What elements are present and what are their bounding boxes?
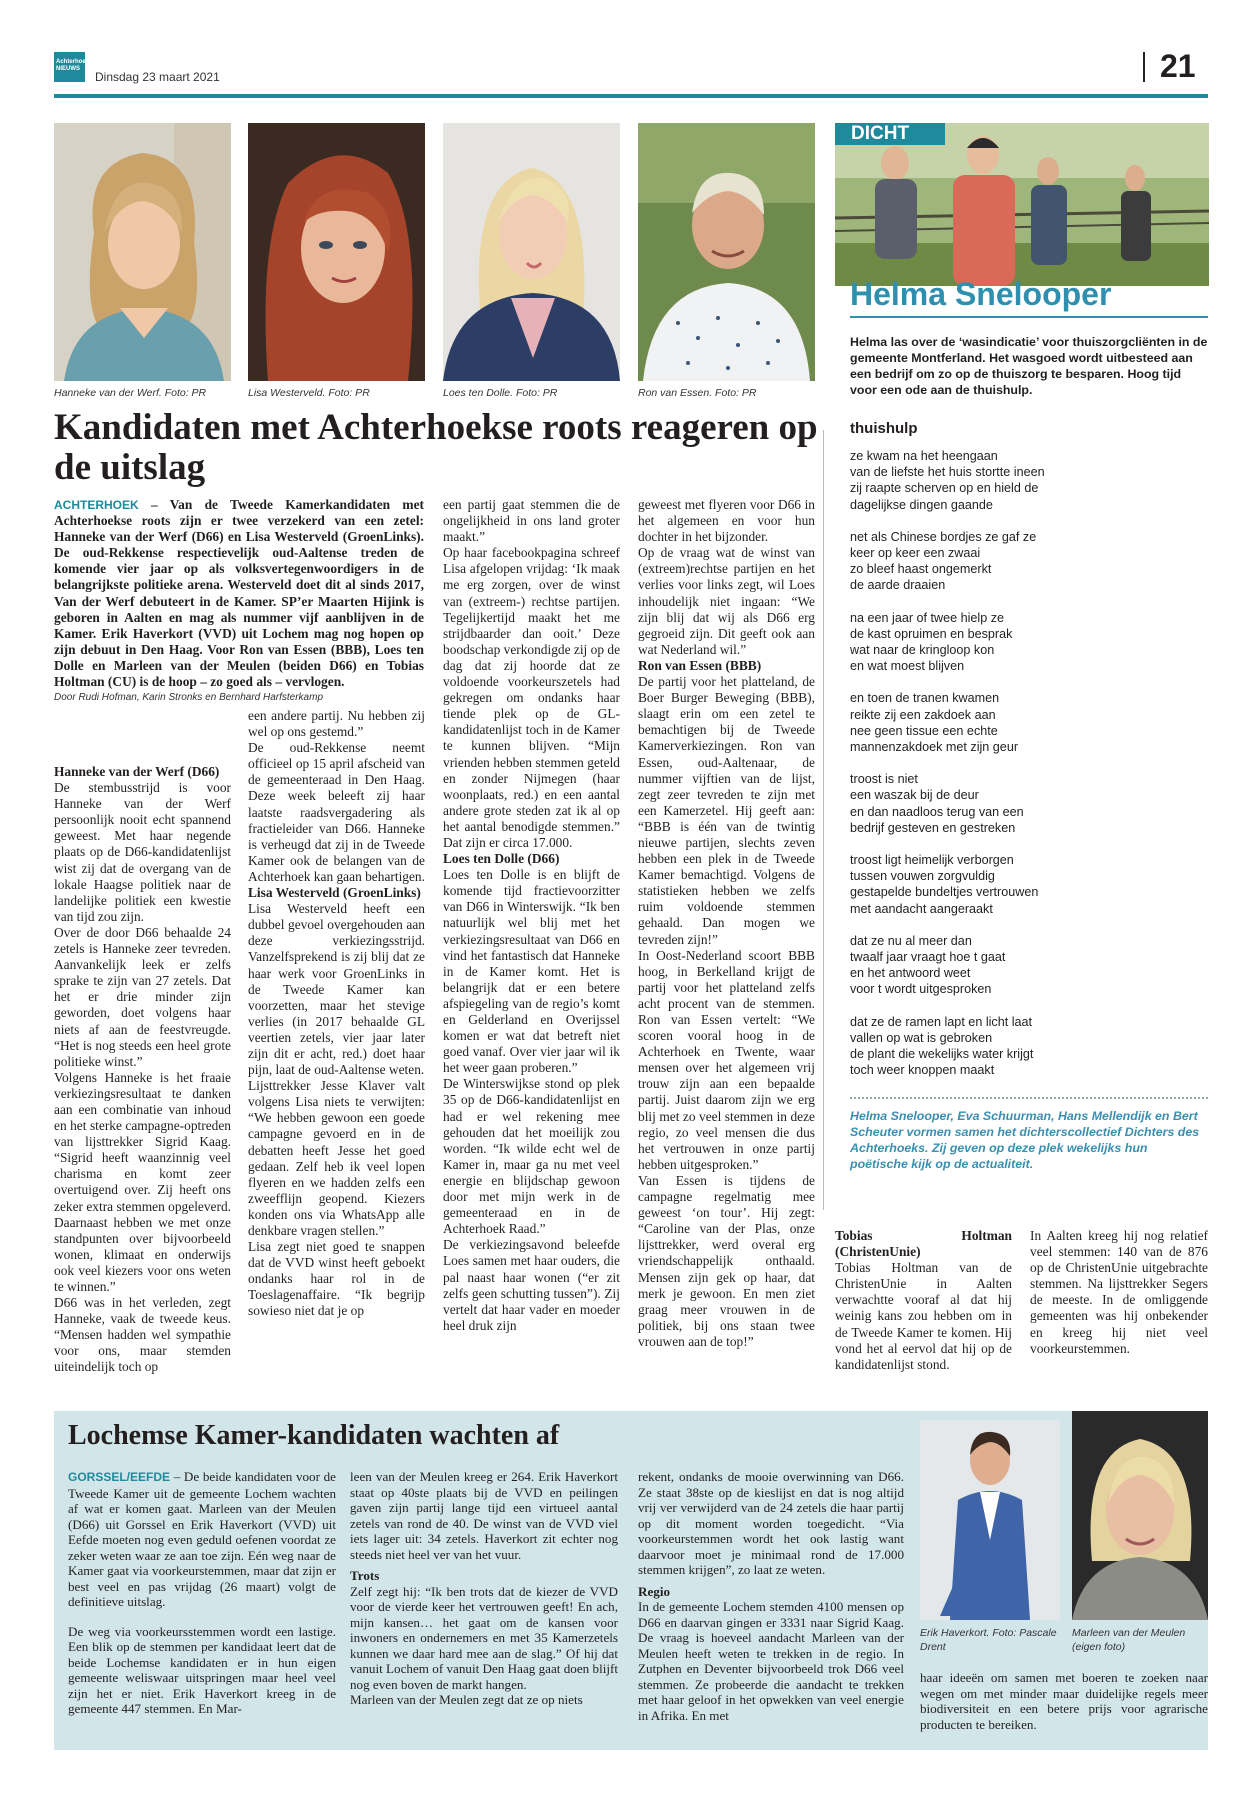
poem-line: en toen de tranen kwamen	[850, 691, 1000, 706]
poet-collective-note: Helma Snelooper, Eva Schuurman, Hans Mellendijk en Bert Scheuter vormen samen het dichterscollectief Dichters des Achterhoeks. Zij geven op deze plek wekelijks hun poëtische kijk op de actualiteit.	[850, 1109, 1200, 1171]
paragraph	[68, 1469, 336, 1610]
poem-line: mannenzakdoek met zijn geur	[850, 740, 1019, 755]
paragraph: In de gemeente Lochem stemden 4100 mensen op D66 en daarvan gingen er 3331 naar Sigrid Kaag. De vraag is hoeveel aandacht Marleen van der Meulen heeft weten te trekken in de regio. In Zutphen en Deventer bijvoorbeeld trok D66 veel stemmen. Ze probeerde die aandacht te trekken met haar geloof in het opwekken van veel energie in Afrika. En met	[638, 1599, 904, 1723]
subheading: Lisa Westerveld (GroenLinks)	[248, 885, 421, 901]
poem-line: keer op keer een zwaai	[850, 546, 981, 561]
poem-line: toch weer knoppen maakt	[850, 1063, 995, 1078]
poet-name: Helma Snelooper	[850, 276, 1112, 312]
paragraph: Over de door D66 behaalde 24 zetels is Hanneke zeer tevreden. Aanvankelijk leek er zelfs sprake te zijn van 27 zetels. Dat het er drie minder zijn geworden, doet volgens haar niets af aan de feestvreugde. “Het is nog steeds een heel grote politieke winst.”	[54, 924, 231, 1069]
paragraph: De partij voor het platteland, de Boer Burger Beweging (BBB), slaagt erin om een zetel te bemachtigen bij de Tweede Kamerverkiezingen. Ron van Essen, oud-Aaltenaar, de nummer vijftien van de lijst, zegt zeer tevreden te zijn met een Kamerzetel. Hij geeft aan: “BBB is één van de twintig nieuwe partijen, slechts zeven hebben een plek in de Tweede Kamer bemachtigd. Volgens de statistieken hebben we zelfs ruim voldoende stemmen gehaald. Dan mogen we tevreden zijn!”	[638, 674, 815, 947]
poem-line: bedrijf gesteven en gestreken	[850, 820, 1016, 835]
paragraph: Tobias Holtman van de ChristenUnie in Aalten verwachtte vooraf al dat hij weinig kans zou hebben om in de Tweede Kamer te komen. Hij vond het al eervol dat hij op de kandidatenlijst stond.	[835, 1260, 1012, 1372]
subheading: Hanneke van der Werf (D66)	[54, 764, 220, 779]
paragraph: De oud-Rekkense neemt officieel op 15 april afscheid van de gemeenteraad in Den Haag. Deze week beleeft zij haar laatste raadsvergadering als fractieleider van D66. Hanneke is verheugd dat zij in de Tweede Kamer ook de belangen van de Achterhoek kan gaan behartigen.	[248, 740, 425, 884]
poem-line: nee geen tissue een echte	[850, 723, 998, 738]
paragraph: De weg via voorkeursstemmen wordt een lastige. Een blik op de stemmen per kandidaat leert dat de beide Lochemse kandidaten er in hun eigen gemeente weliswaar uitspringen maar heel veel zijn het er niet. Erik Haverkort kreeg in de gemeente 447 stemmen. En Mar-	[68, 1623, 336, 1716]
article-lead-text: – Van de Tweede Kamerkandidaten met Achterhoekse roots zijn er twee verzekerd van een zetel: Hanneke van der Werf (D66) en Lisa Westerveld (GroenLinks). De oud-Rekkense respectievelijk oud-Aaltense treden de komende vier jaar op als volksvertegenwoordigers in de belangrijkste politieke arena. Westerveld doet dit al sinds 2017, Van der Werf debuteert in de Kamer. SP’er Maarten Hijink is geboren in Aalten en mag als nummer vijf aanblijven in de Kamer. Erik Haverkort (VVD) uit Lochem mag nog hopen op zijn debuut in Den Haag. Voor Ron van Essen (BBB), Loes ten Dolle en Marleen van der Meulen (beiden D66) en Tobias Holtman (CU) is de hoop – zo goed als – vervlogen.	[54, 497, 424, 690]
lochem-column-3	[638, 1469, 904, 1723]
paragraph: Marleen van der Meulen zegt dat ze op niets	[350, 1692, 583, 1707]
poem-line: de kast opruimen en besprak	[850, 626, 1013, 641]
poem-line: vallen op wat is gebroken	[850, 1030, 993, 1045]
paragraph: Lijsttrekker Jesse Klaver valt volgens Lisa niets te verwijten: “We hebben gewoon een goede campagne gevoerd en in de debatten heeft Jesse het goed gedaan. Zelf heb ik veel lopen flyeren en we hadden zelfs een zweefflijn geopend. Kiezers konden ons via WhatsApp alle denkbare vragen stellen.”	[248, 1078, 425, 1238]
photo-caption: Hanneke van der Werf. Foto: PR	[54, 387, 207, 399]
subheading: Tobias Holtman (ChristenUnie)	[835, 1228, 1012, 1260]
article-column-1	[54, 758, 231, 1376]
poem-divider	[850, 1097, 1208, 1099]
poem-stanza	[850, 852, 1208, 917]
poem-line: en wat moest blijven	[850, 659, 965, 674]
paragraph: De Winterswijkse stond op plek 35 op de D66-kandidatenlijst en had er wel rekening mee gehouden dat het moeilijk zou worden. “Ik wilde echt wel de Kamer in, maar ga nu met veel energie en blijdschap gewoon door met mijn werk in de gemeenteraad en in de Achterhoek Raad.”	[443, 1076, 620, 1237]
paragraph: geweest met flyeren voor D66 in het algemeen en voor hun dochter in het bijzonder.	[638, 497, 815, 545]
newspaper-logo: Achterhoek NIEUWS	[54, 52, 85, 82]
poem-line: de aarde draaien	[850, 578, 946, 593]
paragraph: De stembusstrijd is voor Hanneke van der Werf persoonlijk nooit echt spannend geweest. Met haar negende plaats op de D66-kandidatenlijst wist zij dat de overgang van de lokale Haagse politiek naar de landelijke politiek een kwestie van tijd zou zijn.	[54, 780, 231, 924]
poem-stanza	[850, 771, 1208, 836]
photo-ron-van-essen	[638, 123, 815, 381]
lochem-column-1	[68, 1469, 336, 1717]
article-location: ACHTERHOEK	[54, 498, 139, 512]
photo-marleen-van-der-meulen	[1072, 1411, 1208, 1620]
subheading: Ron van Essen (BBB)	[638, 657, 762, 673]
paragraph: Lisa Westerveld heeft een dubbel gevoel overgehouden aan deze verkiezingsstrijd. Vanzelfsprekend is zij blij dat ze haar werk voor GroenLinks in de Tweede Kamer kan voorzetten, maar het stevige verlies (in 2017 behaalde GL veertien zetels, vier jaar later zijn dit er acht, red.) doet haar pijn, laat de oud-Aaltense weten.	[248, 901, 425, 1078]
page-number-divider	[1143, 52, 1145, 82]
photo-loes-ten-dolle	[443, 123, 620, 381]
lochem-column-2	[350, 1469, 618, 1708]
subheading: Trots	[350, 1568, 380, 1583]
paragraph: De verkiezingsavond beleefde Loes samen met haar ouders, die pal naast haar wonen (“er zit zelfs geen schutting tussen”). Zij vertelt dat haar vader en moeder heel druk zijn	[443, 1237, 620, 1333]
paragraph: Zelf zegt hij: “Ik ben trots dat de kiezer de VVD voor de vierde keer het vertrouwen geeft! En ach, mijn kansen… het gaat om de kansen voor inwoners en ondernemers en met 35 Kamerzetels kunnen we daar hard mee aan de slag.” Of hij dat vanuit Lochem of vanuit Den Haag gaat doen blijft nog even boven de markt hangen.	[350, 1583, 618, 1692]
article-column-2	[248, 708, 425, 1320]
paragraph: een partij gaat stemmen die de ongelijkheid in ons land groter maakt.”	[443, 497, 620, 545]
poem-line: zo bleef haast ongemerkt	[850, 562, 992, 577]
page-number: 21	[1160, 48, 1196, 84]
paragraph: Van Essen is tijdens de campagne regelmatig mee geweest ‘on tour’. Hij zegt: “Caroline van der Plas, onze lijsttrekker, werd overal erg vriendschappelijk onthaald. Mensen zijn gek op haar, dat merk je gewoon. En men ziet graag meer vrouwen in de politiek, bij ons staan twee vrouwen aan de top!”	[638, 1172, 815, 1349]
tobias-column-1	[835, 1222, 1012, 1373]
column-divider	[823, 430, 824, 1210]
article-column-3	[443, 497, 620, 1334]
poem-line: troost is niet	[850, 772, 918, 787]
poem-line: ze kwam na het heengaan	[850, 449, 998, 463]
poem-line: tussen vouwen zorgvuldig	[850, 869, 995, 884]
poem-line: twaalf jaar vraagt hoe t gaat	[850, 950, 1006, 965]
poem-line: troost ligt heimelijk verborgen	[850, 853, 1014, 868]
subheading: Regio	[638, 1583, 670, 1599]
paragraph: een andere partij. Nu hebben zij wel op ons gestemd.”	[248, 708, 425, 740]
header-rule	[54, 94, 1208, 98]
poem-line: en het antwoord weet	[850, 966, 971, 981]
photo-caption: Ron van Essen. Foto: PR	[638, 387, 757, 399]
poem-stanza	[850, 1014, 1208, 1079]
poem-line: dat ze de ramen lapt en licht laat	[850, 1014, 1033, 1029]
poem-line: dat ze nu al meer dan	[850, 933, 972, 948]
tobias-column-2	[1030, 1228, 1208, 1357]
caption-marleen-van-der-meulen: Marleen van der Meulen (eigen foto)	[1072, 1627, 1186, 1653]
poem-line: wat naar de kringloop kon	[850, 643, 995, 658]
article-headline: Kandidaten met Achterhoekse roots reageren op de uitslag	[54, 407, 818, 488]
article-column-4	[638, 497, 815, 1350]
lochem-lead-text: – De beide kandidaten voor de Tweede Kamer uit de gemeente Lochem wachten af wat er komen gaat. Marleen van der Meulen (D66) uit Gorssel en Erik Haverkort (VVD) uit Eefde moeten nog even geduld oefenen voordat ze zeker weten waar ze aan toe zijn. Eén weg naar de Kamer gaat via voorkeurstemmen, maar dat zijn er best veel en pas vrijdag (26 maart) volgt de definitieve uitslag.	[68, 1469, 336, 1609]
photo-caption: Lisa Westerveld. Foto: PR	[248, 387, 370, 399]
paragraph: leen van der Meulen kreeg er 264. Erik Haverkort staat op 40ste plaats bij de VVD en peilingen gaven zijn partij lange tijd een virtueel aantal zetels van rond de 40. De winst van de VVD viel iets lager uit: 34 zetels. Haverkort zit echter nog steeds niet heel ver van het vuur.	[350, 1469, 618, 1562]
poet-rule	[850, 316, 1208, 318]
lochem-column-4	[920, 1670, 1208, 1732]
poem-line: net als Chinese bordjes ze gaf ze	[850, 529, 1037, 544]
poem-stanza	[850, 690, 1208, 755]
photo-erik-haverkort	[920, 1420, 1060, 1620]
poem-line: met aandacht aangeraakt	[850, 901, 993, 916]
poem-line: reikte zij een zakdoek aan	[850, 707, 996, 722]
article-lead	[54, 497, 424, 705]
poem-stanza	[850, 448, 1208, 513]
poem-line: de plant die wekelijks water krijgt	[850, 1047, 1034, 1062]
lochem-headline: Lochemse Kamer-kandidaten wachten af	[68, 1420, 560, 1451]
dicht-label: DICHT	[835, 123, 945, 145]
issue-date: Dinsdag 23 maart 2021	[95, 70, 220, 84]
poem	[850, 448, 1208, 1095]
article-credits: Door Rudi Hofman, Karin Stronks en Bernhard Harfsterkamp	[54, 692, 324, 704]
paragraph: Op haar facebookpagina schreef Lisa afgelopen vrijdag: ‘Ik maak me erg zorgen, over de winst van (extreem-) rechtse partijen. Tegelijkertijd maakt het me strijdbaarder dan ooit.’ Deze boodschap verkondigde zij op de dag dat zij hoorde dat ze voldoende voorkeurszetels had gekregen om ondanks haar tiende plek op de GL-kandidatenlijst toch in de Kamer te kunnen blijven. “Mijn vrienden hebben stemmen geteld en zonder Nijmegen (haar woonplaats, red.) en een aantal andere grote steden zat ik al op het aantal benodigde stemmen.” Dat zijn er circa 17.000.	[443, 545, 621, 850]
poem-stanza	[850, 610, 1208, 675]
poem-line: van de liefste het huis stortte ineen	[850, 465, 1045, 480]
paragraph: In Oost-Nederland scoort BBB hoog, in Berkelland krijgt de partij voor het platteland zelfs acht procent van de stemmen. Ron van Essen vertelt: “We scoren vooral hoog in de Achterhoek en Twente, waar mensen over het algemeen vrij trouw zijn aan een bepaalde partij. Juist daarom zijn we erg blij met zo veel stemmen in deze regio, zo veel mensen die dus het vertrouwen in onze partij hebben uitgesproken.”	[638, 947, 815, 1172]
paragraph: In Aalten kreeg hij nog relatief veel stemmen: 140 van de 876 op de ChristenUnie uitgebrachte stemmen. Na lijsttrekker Segers de meeste. In de omliggende gemeenten was hij onbekender en kreeg hij niet veel voorkeurstemmen.	[1030, 1228, 1208, 1356]
paragraph: Loes ten Dolle is en blijft de komende tijd fractievoorzitter van D66 in Winterswijk. “Ik ben natuurlijk wel blij met het verkiezingsresultaat van D66 en vind het fantastisch dat Hanneke in de Kamer komt. Het is belangrijk dat er een betere afspiegeling van de regio’s komt en Gelderland en Overijssel komen er wat dat betreft niet goed vanaf. Over vier jaar wil ik het weer gaan proberen.”	[443, 867, 620, 1076]
poem-line: een waszak bij de deur	[850, 788, 979, 803]
photo-caption: Loes ten Dolle. Foto: PR	[443, 387, 558, 399]
poem-line: gestapelde bundeltjes vertrouwen	[850, 885, 1039, 900]
photo-hanneke-van-der-werf	[54, 123, 231, 381]
paragraph: haar ideeën om samen met boeren te zoeken naar wegen om met minder maar duidelijke regels meer biodiversiteit en een betere prijs voor agrarische producten te bereiken.	[920, 1670, 1208, 1732]
paragraph: rekent, ondanks de mooie overwinning van D66. Ze staat 38ste op de kieslijst en dat is nog altijd vrij ver verwijderd van de 24 zetels die haar partij op dit moment worden toegedicht. “Via voorkeurstemmen wordt het ook lastig want daarvoor moet je minimaal rond de 17.000 stemmen krijgen”, zo laat ze weten.	[638, 1469, 904, 1577]
lochem-location: GORSSEL/EEFDE	[68, 1470, 171, 1484]
poem-stanza	[850, 529, 1208, 594]
photo-lisa-westerveld	[248, 123, 425, 381]
poem-line: dagelijkse dingen gaande	[850, 497, 993, 512]
poem-title: thuishulp	[850, 420, 918, 437]
subheading: Loes ten Dolle (D66)	[443, 851, 560, 867]
poem-line: en dan naadloos terug van een	[850, 804, 1024, 819]
dicht-poet-photo	[835, 123, 1209, 286]
caption-erik-haverkort: Erik Haverkort. Foto: Pascale Drent	[920, 1627, 1057, 1653]
paragraph: D66 was in het verleden, zegt Hanneke, vaak de tweede keus. “Mensen hadden wel sympathie voor ons, maar stemden uiteindelijk toch op	[54, 1295, 231, 1375]
poem-line: zij raapte scherven op en hield de	[850, 481, 1039, 496]
poem-line: voor t wordt uitgesproken	[850, 982, 992, 997]
paragraph: Volgens Hanneke is het fraaie verkiezingsresultaat te danken aan een combinatie van inhoud en het sterke campagne-optreden van lijsttrekker Sigrid Kaag. “Sigrid heeft waanzinnig veel charisma en komt zeer overtuigend over. Zij heeft ons zeker extra stemmen opgeleverd. Daarnaast hebben we met onze standpunten over bijvoorbeeld wonen, klimaat en onderwijs ook veel kiezers voor ons weten te winnen.”	[54, 1069, 231, 1294]
poem-stanza	[850, 933, 1208, 998]
poet-intro: Helma las over de ‘wasindicatie’ voor thuiszorgcliënten in de gemeente Montferland. Het wasgoed wordt uitbesteed aan een bedrijf om zo op de thuiszorg te besparen. Hoog tijd voor een ode aan de thuishulp.	[850, 335, 1208, 397]
poem-line: na een jaar of twee hielp ze	[850, 610, 1005, 625]
paragraph: Lisa zegt niet goed te snappen dat de VVD winst heeft geboekt ondanks haar rol in de Toeslagenaffaire. “Ik begrijp sowieso niet dat je op	[248, 1239, 425, 1319]
paragraph: Op de vraag wat de winst van (extreem)rechtse partijen en het verlies voor links zegt, wil Loes inhoudelijk niet ingaan: “We zijn blij dat wij als D66 erg gegroeid zijn. Dit geeft ook aan wat Nederland wil.”	[638, 545, 815, 657]
